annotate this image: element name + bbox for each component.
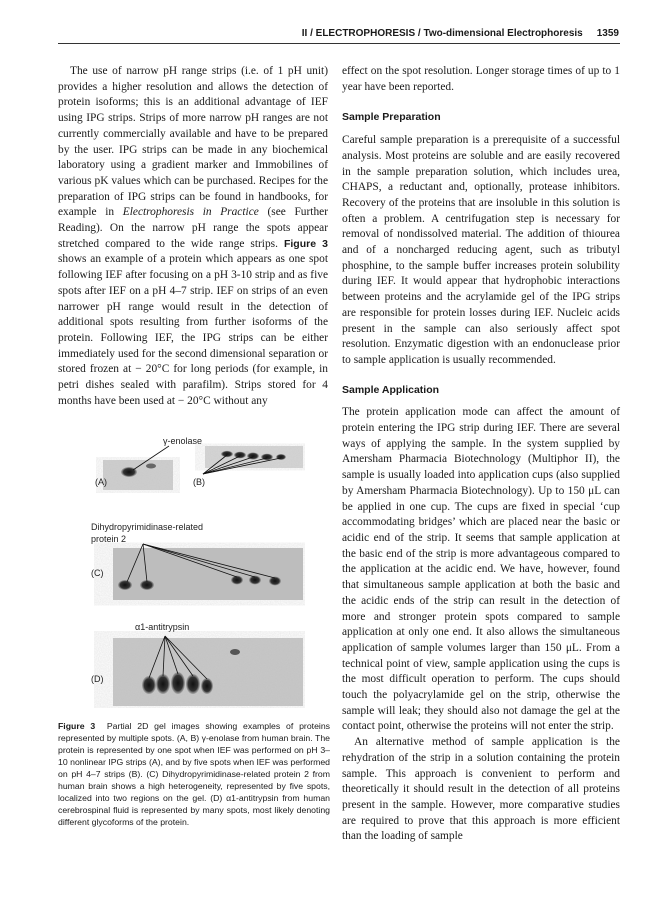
heading-sample-application: Sample Application [342, 383, 440, 396]
label-c: (C) [91, 568, 104, 578]
p1-rest: shows an example of a protein which appears as one spot following IEF after focusing on a pH 3-10 strip and as five spots after IEF on a pH 4–7 strip. IEF on strips of an even narrower pH range would result in the detection of additional spots resulting from further isoforms of the protein. Following IEF, the IPG strips can be either immediately used for the second dimensional separation or stored frozen at − 20°C for long periods (for example, in petri dishes sealed with parafilm). Strips stored for 4 months have been used at − 20°C without any [58, 253, 328, 407]
gel-spot [142, 676, 156, 694]
paragraph-sample-application: The protein application mode can affect the amount of protein entering the IPG strip during IEF. There are several ways of applying the sample. In the system supplied by Amersham Pharmacia Biotechnology (Multiphor II), the sample is usually loaded into application cups (also supplied by Amersham Pharmacia Biotechnology). Up to 150 μL can be applied in one cup. The cups are fixed in special ‘cup accommodating bridges’ which are placed near the basic or acidic end of the strip. It seems that sample application at the basic end of the strip is more advantageous compared to the application at the acidic end. We have, however, found that simultaneous sample application at both the basic and the acidic ends of the strip can result in the detection of more and stronger protein spots compared to sample application at only one end. It also allows the simultaneous application of sample volumes larger than 150 μL. From a technical point of view, sample application using the cups is the most difficult operation to perform. The cups should touch the polyacrylamide gel on the strip, otherwise the sample will leak; they should also not damage the gel at the contact point, otherwise the proteins will not enter the strip. [342, 406, 620, 733]
heading-sample-preparation: Sample Preparation [342, 111, 441, 124]
gel-spot [186, 674, 200, 694]
gel-spot [171, 672, 185, 694]
gel-spot [118, 580, 132, 590]
paragraph-alternative-method: An alternative method of sample application is the rehydration of the strip in a solution containing the protein sample. This approach is convenient to perform and theoretically it should result in the detection of all proteins present in the sample. However, more comparative studies are required to prove that this approach is more efficient than the loading of sample [342, 736, 620, 843]
figure-3-gel-images [85, 430, 305, 708]
panel-b [193, 446, 303, 487]
panel-c [91, 544, 303, 600]
gel-spot [201, 678, 213, 694]
label-b: (B) [193, 477, 205, 487]
gel-spot [221, 451, 233, 457]
caption-label: Figure 3 [58, 721, 96, 731]
figure-reference[interactable]: Figure 3 [283, 237, 328, 250]
running-head [275, 28, 619, 39]
gel-panels [85, 430, 305, 708]
book-title: Electrophoresis in Practice [122, 206, 259, 219]
running-head-section: II / ELECTROPHORESIS / Two-dimensional Electrophoresis [301, 28, 583, 39]
p1-tail: (see Further Reading). On the narrow pH range the spots appear stretched compared to the wide range strips. [58, 206, 328, 250]
gel-spot [156, 674, 170, 694]
label-antitrypsin: α1-antitrypsin [135, 622, 190, 632]
label-enolase: γ-enolase [163, 436, 203, 446]
label-dpr-line2: protein 2 [91, 534, 127, 544]
figure-3-caption [58, 720, 330, 828]
label-a: (A) [95, 477, 107, 487]
paragraph-storage-continued: effect on the spot resolution. Longer storage times of up to 1 year have been reported. [342, 65, 620, 93]
gel-spot [230, 649, 240, 655]
header-rule [58, 43, 620, 44]
p1-text: The use of narrow pH range strips (i.e. of 1 pH unit) provides a higher resolution and allows the detection of protein isoforms; this is an additional advantage of IEF using IPG strips. Strips of more narrow pH ranges are not currently commercially available and have to be prepared by the user. IPG strips can be made in any biochemical laboratory using a gradient marker and Immobilines of various pK values which can be purchased. Recipes for the preparation of IPG strips can be found in handbooks, for example in [58, 65, 328, 219]
panel-d [91, 636, 303, 706]
panel-a [95, 446, 173, 490]
label-d: (D) [91, 674, 104, 684]
right-column [342, 64, 620, 845]
gel-spot [146, 464, 156, 469]
caption-text: Partial 2D gel images showing examples of proteins represented by multiple spots. (A, B) γ-enolase from human brain. The protein is represented by one spot when IEF was performed on pH 3–10 nonlinear IPG strips (A), and by five spots when IEF was performed on pH 4–7 strips (B). (C) Dihydropyrimidinase-related protein 2 from human brain shows a high heterogeneity, represented by five spots, localized into two regions on the gel. (D) α1-antitrypsin from human cerebrospinal fluid is represented by many spots, most likely denoting different glycoforms of the protein. [58, 721, 330, 827]
gel-spot [234, 452, 246, 459]
label-dpr-line1: Dihydropyrimidinase-related [91, 522, 204, 532]
page-number: 1359 [596, 28, 619, 39]
left-column [58, 64, 328, 409]
paragraph-sample-preparation: Careful sample preparation is a prerequisite of a successful analysis. Most proteins are soluble and are easily recovered in the sample preparation solution, which includes urea, CHAPS, a reductant and, optionally, protease inhibitors. Recovery of the proteins that are insoluble in this solution is often a problem. A centrifugation step is necessary for removal of nondissolved material. The addition of thiourea and of a noncharged reducing agent, such as tributyl phosphine, to the sample buffer increases protein solubility during IEF. It would appear that hydrophobic interactions between proteins and the acrylamide gel of the IPG strips are responsible for protein losses during IEF. Nucleic acids present in the sample can also seriously affect spot resolution. Enzymatic digestion with an endonuclease prior to sample application is usually recommended. [342, 134, 620, 366]
paragraph-narrow-ph-strips [58, 64, 328, 409]
